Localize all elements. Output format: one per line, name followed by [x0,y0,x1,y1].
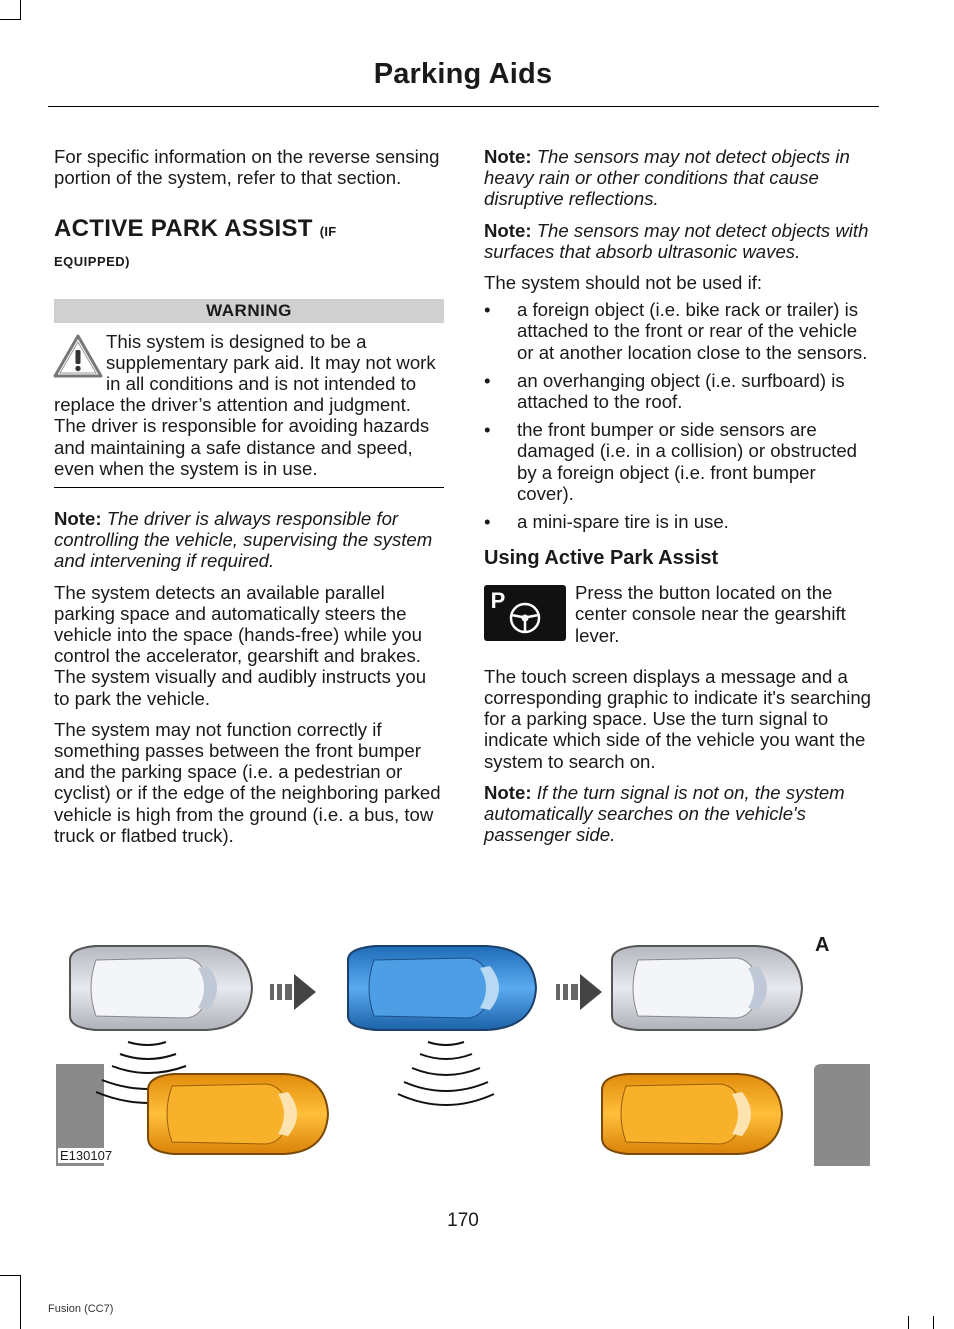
yellow-car-right [602,1074,782,1154]
warning-triangle-icon [52,333,104,379]
list-item [484,511,876,532]
note-text: The sensors may not detect objects with surfaces that absorb ultrasonic waves. [484,219,869,262]
touch-screen-paragraph: The touch screen displays a message and a corresponding graphic to indicate it's searching for a parking space. Use the turn signal to indicate which side of the vehicle you want the system to search on. [484,665,872,772]
note-ultrasonic [484,220,876,262]
press-button-text: Press the button located on the center console near the gearshift lever. [575,582,846,646]
note-driver-responsible [54,508,444,572]
parking-illustration [56,930,870,1166]
figure-callout-label: A [815,934,830,956]
park-assist-button-icon [484,585,566,641]
list-item-text: a foreign object (i.e. bike rack or trailer) is attached to the front or rear of the vehicle or at another location close to the sensors. [517,299,868,363]
list-item-text: a mini-spare tire is in use. [517,511,729,533]
warning-text: This system is designed to be a supplementary park aid. It may not work in all conditions and is not intended to replace the driver’s attention and judgment. The driver is responsible for avoiding hazards and maintaining a safe distance and speed, even when the system is in use. [54,330,436,479]
page-number: 170 [447,1210,479,1231]
note-text: The sensors may not detect objects in heavy rain or other conditions that cause disruptive reflections. [484,146,850,210]
sensor-waves-center [398,1042,494,1105]
bullet-marker: • [484,511,491,533]
section-heading-equipped: EQUIPPED) [54,254,131,270]
note-label: Note: [484,781,532,803]
button-instruction [484,582,876,646]
silver-car-left [70,946,252,1030]
right-column [484,146,876,855]
footer-model: Fusion (CC7) [48,1303,114,1315]
section-heading-suffix: (IF [319,224,337,240]
warning-box [54,331,444,488]
conditions-list [484,299,876,532]
page-title: Parking Aids [373,58,553,90]
bullet-marker: • [484,419,491,441]
note-label: Note: [484,219,532,241]
list-item [484,299,876,363]
crop-mark [908,1316,909,1329]
crop-mark [20,0,21,20]
note-text: The driver is always responsible for controlling the vehicle, supervising the system and intervening if required. [54,508,433,572]
detection-paragraph: The system detects an available parallel parking space and automatically steers the vehicle into the space (hands-free) while you control the accelerator, gearshift and brakes. The system visually and audibly instructs you to park the vehicle. [54,581,427,709]
note-turn-signal [484,782,876,846]
silver-car-right [612,946,802,1030]
curb-right [814,1064,870,1166]
list-item [484,370,876,412]
crop-mark [933,1316,934,1329]
list-item-text: an overhanging object (i.e. surfboard) is attached to the roof. [517,369,845,413]
warning-header: WARNING [54,299,444,323]
arrow-right-icon [270,974,316,1010]
note-heavy-rain [484,146,876,210]
section-heading [54,216,444,245]
crop-mark [20,1275,21,1329]
yellow-car-left [148,1074,328,1154]
figure-code: E130107 [60,1148,113,1163]
list-item-text: the front bumper or side sensors are damaged (i.e. in a collision) or obstructed by a foreign object (i.e. front bumper cover). [517,419,858,504]
title-rule [48,106,879,107]
should-not-intro: The system should not be used if: [484,272,763,294]
arrow-right-icon [556,974,602,1010]
subsection-heading: Using Active Park Assist [484,547,719,570]
park-icon-letter: P [490,588,506,614]
blue-car-center [348,946,536,1030]
intro-paragraph: For specific information on the reverse sensing portion of the system, refer to that section. [54,146,440,189]
left-column [54,146,444,856]
bullet-marker: • [484,299,491,321]
section-heading-main: ACTIVE PARK ASSIST [54,215,313,243]
bullet-marker: • [484,369,491,391]
list-item [484,419,876,504]
crop-mark [0,1275,20,1276]
note-text: If the turn signal is not on, the system automatically searches on the vehicle's passenger side. [484,781,845,846]
limitation-paragraph: The system may not function correctly if something passes between the front bumper and the parking space (i.e. a pedestrian or cyclist) or if the edge of the neighboring parked vehicle is high from the ground (i.e. a bus, tow truck or flatbed truck). [54,718,441,846]
crop-mark [0,19,20,20]
note-label: Note: [54,508,102,530]
note-label: Note: [484,146,532,167]
